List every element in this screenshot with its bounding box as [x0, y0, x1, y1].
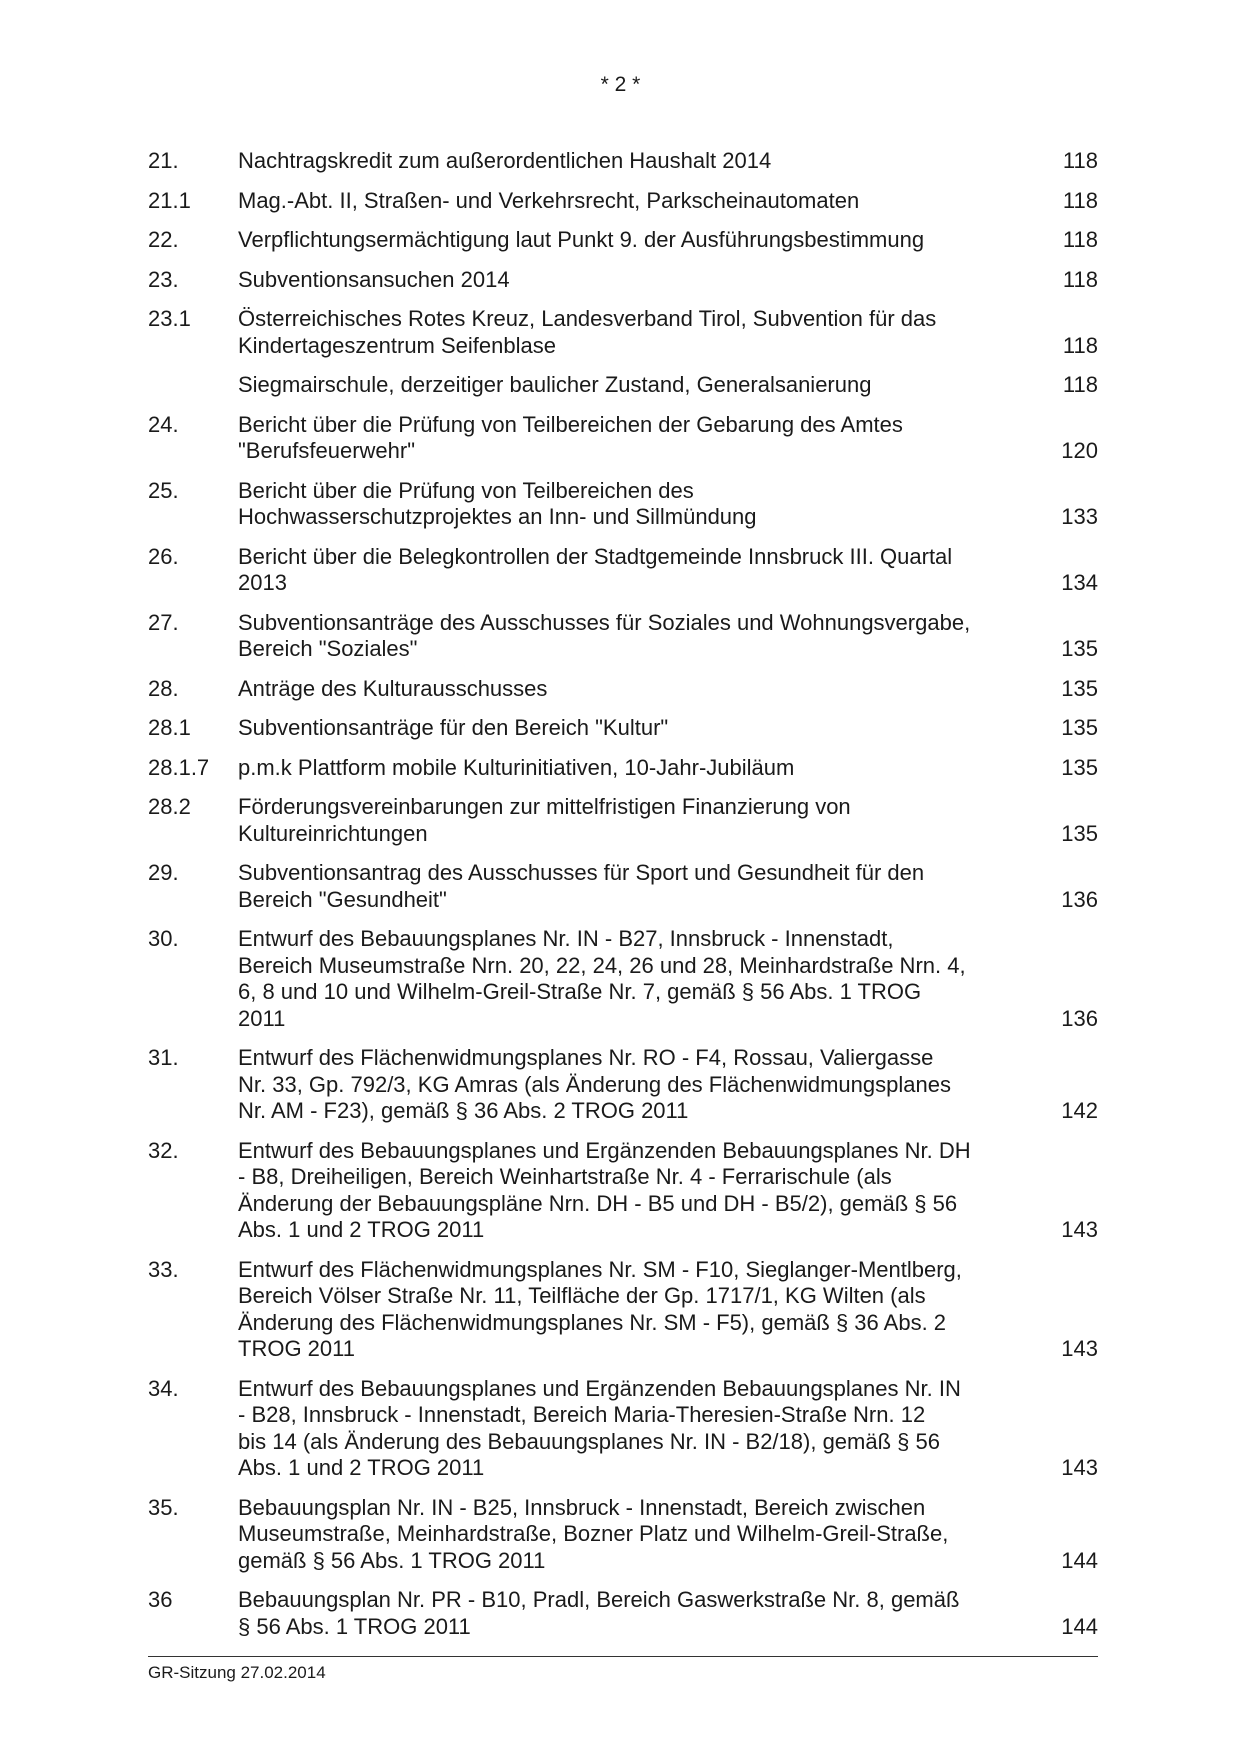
- toc-entry-title: Siegmairschule, derzeitiger baulicher Zustand, Generalsanierung: [238, 372, 872, 397]
- toc-entry: [148, 372, 1098, 399]
- toc-entry-title: Entwurf des Flächenwidmungsplanes Nr. SM - F10, Sieglanger-Mentlberg, Bereich Völser Straße Nr. 11, Teilfläche der Gp. 1717/1, KG Wilten (als Änderung des Flächenwidmungsplanes Nr. SM - F5), gemäß § 36 Abs. 2 TROG 2011: [238, 1256, 962, 1361]
- toc-entry: [148, 1587, 1098, 1640]
- toc-entry: [148, 1257, 1098, 1363]
- toc-entry: [148, 306, 1098, 359]
- toc-entry-title: Anträge des Kulturausschusses: [238, 675, 548, 701]
- toc-entry-title: Bericht über die Belegkontrollen der Stadtgemeinde Innsbruck III. Quartal 2013: [238, 543, 953, 595]
- toc-entry: [148, 478, 1098, 531]
- toc-entry-number: 21.: [148, 148, 179, 173]
- toc-entry-number: 36: [148, 1587, 173, 1612]
- toc-entry-number: 28.1.7: [148, 754, 210, 780]
- toc-entry-number: 23.1: [148, 306, 191, 331]
- toc-entry-title: Bebauungsplan Nr. IN - B25, Innsbruck - Innenstadt, Bereich zwischen Museumstraße, Meinhardstraße, Bozner Platz und Wilhelm-Greil-Straße, gemäß § 56 Abs. 1 TROG 2011: [238, 1494, 949, 1573]
- toc-entry-page: 118: [1062, 227, 1098, 252]
- toc-entry: [148, 544, 1098, 597]
- toc-entry-number: 24.: [148, 411, 179, 437]
- toc-entry-title: Entwurf des Bebauungsplanes und Ergänzenden Bebauungsplanes Nr. DH - B8, Dreiheiligen, Bereich Weinhartstraße Nr. 4 - Ferrarischule (als Änderung der Bebauungspläne Nrn. DH - B5 und DH - B5/2), gemäß § 56 Abs. 1 und 2 TROG 2011: [238, 1137, 971, 1242]
- toc-entry: [148, 794, 1098, 847]
- toc-entry-page: 134: [1061, 570, 1098, 595]
- toc-entry: [148, 755, 1098, 782]
- toc-entry: [148, 227, 1098, 254]
- toc-entry-number: 28.2: [148, 794, 191, 819]
- toc-entry-page: 143: [1061, 1455, 1098, 1480]
- toc-entry-title: Subventionsansuchen 2014: [238, 266, 510, 292]
- toc-entry: [148, 1495, 1098, 1575]
- toc-entry-title: Bericht über die Prüfung von Teilbereichen der Gebarung des Amtes "Berufsfeuerwehr": [238, 411, 903, 463]
- toc-entry-page: 135: [1061, 675, 1098, 701]
- toc-entry-page: 118: [1062, 187, 1098, 213]
- toc-entry-number: 28.1: [148, 715, 191, 740]
- toc-entry: [148, 148, 1098, 175]
- toc-entry: [148, 676, 1098, 703]
- toc-entry-number: 33.: [148, 1256, 179, 1282]
- toc-entry-number: 34.: [148, 1375, 179, 1401]
- toc-entry-number: 30.: [148, 926, 179, 951]
- toc-entry: [148, 188, 1098, 215]
- toc-entry-page: 135: [1061, 820, 1098, 846]
- toc-entry-page: 118: [1062, 148, 1098, 173]
- toc-entry-page: 136: [1061, 1005, 1098, 1031]
- toc-entry-page: 118: [1062, 372, 1098, 397]
- toc-entry-page: 118: [1062, 266, 1098, 292]
- toc-entry-title: Bericht über die Prüfung von Teilbereichen des Hochwasserschutzprojektes an Inn- und Sillmündung: [238, 477, 757, 529]
- toc-entry-number: 22.: [148, 227, 179, 252]
- toc-entry: [148, 267, 1098, 294]
- toc-entry-title: p.m.k Plattform mobile Kulturinitiativen, 10-Jahr-Jubiläum: [238, 754, 795, 780]
- toc-entry-title: Nachtragskredit zum außerordentlichen Haushalt 2014: [238, 148, 772, 173]
- page-number: * 2 *: [600, 73, 641, 96]
- toc-entry-title: Subventionsanträge für den Bereich "Kultur": [238, 715, 669, 740]
- toc-entry: [148, 860, 1098, 913]
- toc-entry-number: 23.: [148, 266, 179, 292]
- toc-entry-page: 136: [1061, 886, 1098, 912]
- toc-entry: [148, 926, 1098, 1032]
- footer-divider: [148, 1656, 1098, 1657]
- toc-entry-page: 143: [1061, 1336, 1098, 1361]
- toc-entry-page: 144: [1061, 1547, 1098, 1573]
- toc-entry-number: 35.: [148, 1494, 179, 1520]
- toc-entry-title: Förderungsvereinbarungen zur mittelfristigen Finanzierung von Kultureinrichtungen: [238, 794, 851, 846]
- toc-entry-page: 135: [1061, 636, 1098, 661]
- toc-entry-page: 142: [1061, 1098, 1098, 1123]
- footer-session-date: GR-Sitzung 27.02.2014: [148, 1663, 326, 1682]
- toc-entry: [148, 412, 1098, 465]
- toc-entry-page: 144: [1061, 1613, 1098, 1639]
- table-of-contents: [148, 148, 1098, 1653]
- toc-entry-title: Österreichisches Rotes Kreuz, Landesverband Tirol, Subvention für das Kindertageszentrum Seifenblase: [238, 306, 937, 358]
- toc-entry: [148, 1045, 1098, 1125]
- toc-entry-title: Entwurf des Bebauungsplanes Nr. IN - B27, Innsbruck - Innenstadt, Bereich Museumstraße Nrn. 20, 22, 24, 26 und 28, Meinhardstraße Nrn. 4, 6, 8 und 10 und Wilhelm-Greil-Straße Nr. 7, gemäß § 56 Abs. 1 TROG 2011: [238, 926, 966, 1031]
- toc-entry-page: 133: [1061, 504, 1098, 529]
- toc-entry-page: 120: [1061, 438, 1098, 463]
- toc-entry-title: Subventionsantrag des Ausschusses für Sport und Gesundheit für den Bereich "Gesundheit": [238, 860, 925, 912]
- toc-entry-number: 28.: [148, 675, 179, 701]
- toc-entry-page: 135: [1061, 715, 1098, 740]
- toc-entry-title: Bebauungsplan Nr. PR - B10, Pradl, Bereich Gaswerkstraße Nr. 8, gemäß § 56 Abs. 1 TROG 2011: [238, 1587, 960, 1639]
- toc-entry-number: 31.: [148, 1045, 179, 1070]
- toc-entry: [148, 610, 1098, 663]
- toc-entry-number: 26.: [148, 543, 179, 569]
- toc-entry: [148, 1138, 1098, 1244]
- toc-entry-page: 143: [1061, 1217, 1098, 1242]
- toc-entry-page: 118: [1062, 332, 1098, 358]
- toc-entry-number: 21.1: [148, 187, 191, 213]
- toc-entry-title: Entwurf des Flächenwidmungsplanes Nr. RO - F4, Rossau, Valiergasse Nr. 33, Gp. 792/3, KG Amras (als Änderung des Flächenwidmungsplanes Nr. AM - F23), gemäß § 36 Abs. 2 TROG 2011: [238, 1045, 951, 1123]
- toc-entry: [148, 715, 1098, 742]
- toc-entry-number: 25.: [148, 477, 179, 503]
- toc-entry-title: Verpflichtungsermächtigung laut Punkt 9. der Ausführungsbestimmung: [238, 227, 925, 252]
- toc-entry-title: Subventionsanträge des Ausschusses für Soziales und Wohnungsvergabe, Bereich "Soziales": [238, 609, 971, 661]
- toc-entry-title: Entwurf des Bebauungsplanes und Ergänzenden Bebauungsplanes Nr. IN - B28, Innsbruck - Innenstadt, Bereich Maria-Theresien-Straße Nrn. 12 bis 14 (als Änderung des Bebauungsplanes Nr. IN - B2/18), gemäß § 56 Abs. 1 und 2 TROG 2011: [238, 1375, 961, 1480]
- toc-entry-number: 27.: [148, 609, 179, 635]
- toc-entry-number: 32.: [148, 1137, 179, 1163]
- toc-entry-number: 29.: [148, 860, 179, 885]
- toc-entry-page: 135: [1061, 754, 1098, 780]
- toc-entry: [148, 1376, 1098, 1482]
- toc-entry-title: Mag.-Abt. II, Straßen- und Verkehrsrecht, Parkscheinautomaten: [238, 187, 860, 213]
